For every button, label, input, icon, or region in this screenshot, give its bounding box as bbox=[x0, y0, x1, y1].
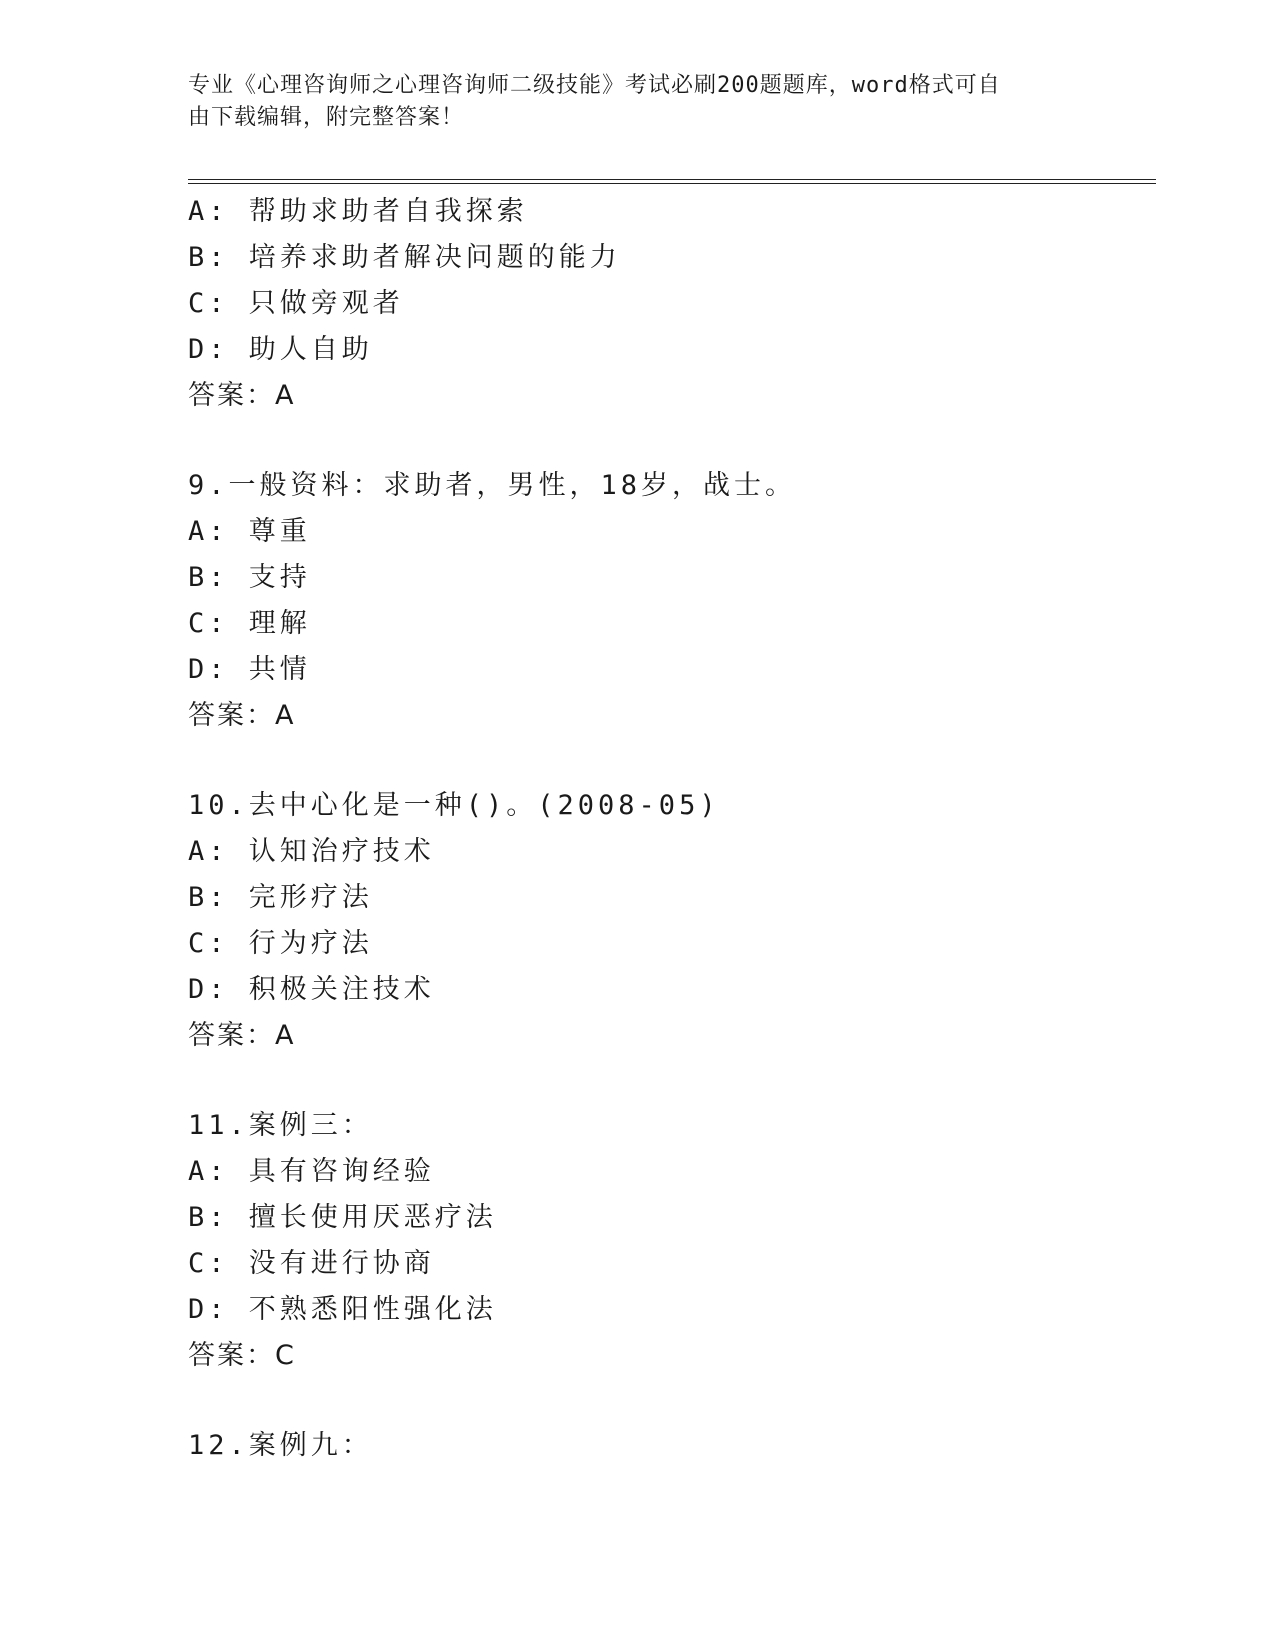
option-a: A: 具有咨询经验 bbox=[188, 1156, 435, 1187]
question-stem: 11.案例三： bbox=[188, 1110, 373, 1141]
answer: 答案：A bbox=[188, 700, 296, 731]
option-c: C: 行为疗法 bbox=[188, 928, 373, 959]
option-b: B: 培养求助者解决问题的能力 bbox=[188, 242, 621, 273]
option-c: C: 理解 bbox=[188, 608, 311, 639]
intro-line-1: 专业《心理咨询师之心理咨询师二级技能》考试必刷200题题库，word格式可自 bbox=[188, 73, 1001, 98]
header-divider-bottom bbox=[188, 183, 1156, 184]
option-b: B: 完形疗法 bbox=[188, 882, 373, 913]
answer: 答案：A bbox=[188, 1020, 296, 1051]
intro-line-2: 由下载编辑，附完整答案！ bbox=[188, 105, 465, 130]
option-a: A: 帮助求助者自我探索 bbox=[188, 196, 528, 227]
question-list bbox=[188, 189, 1148, 1469]
option-d: D: 共情 bbox=[188, 654, 311, 685]
question-stem: 10.去中心化是一种()。(2008-05) bbox=[188, 790, 720, 821]
option-c: C: 只做旁观者 bbox=[188, 288, 404, 319]
question-stem: 9.一般资料：求助者，男性，18岁，战士。 bbox=[188, 470, 797, 501]
option-b: B: 擅长使用厌恶疗法 bbox=[188, 1202, 497, 1233]
question-8-continued bbox=[188, 189, 1148, 419]
header-divider-top bbox=[188, 179, 1156, 180]
option-a: A: 认知治疗技术 bbox=[188, 836, 435, 867]
option-d: D: 不熟悉阳性强化法 bbox=[188, 1294, 497, 1325]
option-d: D: 积极关注技术 bbox=[188, 974, 435, 1005]
option-c: C: 没有进行协商 bbox=[188, 1248, 435, 1279]
question-11 bbox=[188, 1103, 1148, 1379]
option-a: A: 尊重 bbox=[188, 516, 311, 547]
answer: 答案：C bbox=[188, 1340, 296, 1371]
question-stem: 12.案例九： bbox=[188, 1430, 373, 1461]
question-10 bbox=[188, 783, 1148, 1059]
option-b: B: 支持 bbox=[188, 562, 311, 593]
document-intro bbox=[188, 70, 1068, 134]
question-9 bbox=[188, 463, 1148, 739]
answer: 答案：A bbox=[188, 380, 296, 411]
option-d: D: 助人自助 bbox=[188, 334, 373, 365]
question-12 bbox=[188, 1423, 1148, 1469]
